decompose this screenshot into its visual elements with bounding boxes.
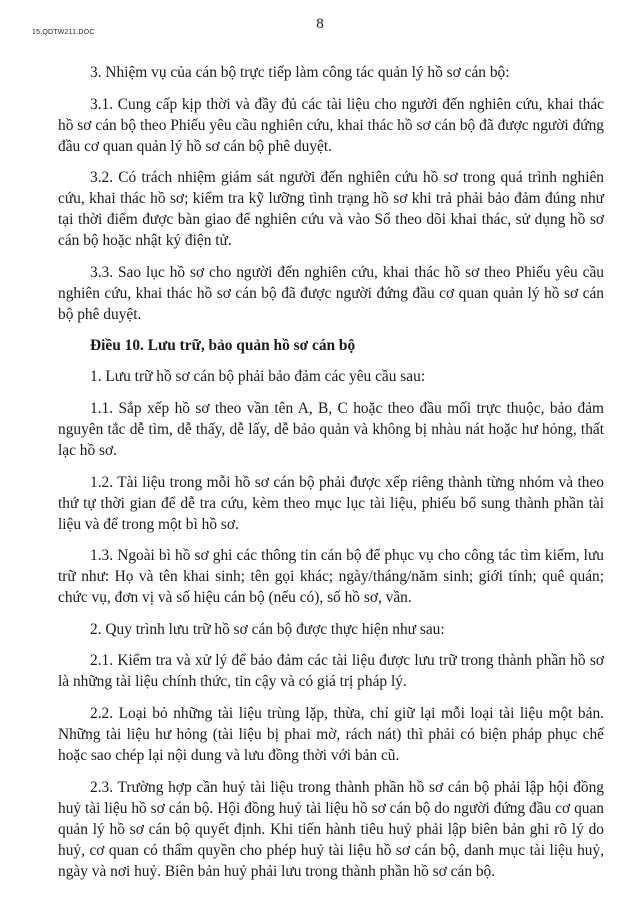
paragraph-1-3: 1.3. Ngoài bì hồ sơ ghi các thông tin cán bộ để phục vụ cho công tác tìm kiếm, lưu trữ như: Họ và tên khai sinh; tên gọi khác; ngày/tháng/năm sinh; giới tính; quê quán; chức vụ, đơn vị và số hiệu cán bộ (nếu có), số hồ sơ, vần. [58,547,604,607]
paragraph-1-2: 1.2. Tài liệu trong mỗi hồ sơ cán bộ phải được xếp riêng thành từng nhóm và theo thứ tự thời gian để dễ tra cứu, kèm theo mục lục tài liệu, phiếu bổ sung thành phần tài liệu và để trong một bì hồ sơ. [58,473,604,533]
article-10-heading: Điều 10. Lưu trữ, bảo quản hồ sơ cán bộ [90,337,356,355]
paragraph-2-1: 2.1. Kiểm tra và xử lý để bảo đảm các tài liệu được lưu trữ trong thành phần hồ sơ là những tài liệu chính thức, tin cậy và có giá trị pháp lý. [58,652,604,691]
paragraph-2-procedure: 2. Quy trình lưu trữ hồ sơ cán bộ được thực hiện như sau: [90,620,445,638]
paragraph-3-duties: 3. Nhiệm vụ của cán bộ trực tiếp làm công tác quản lý hồ sơ cán bộ: [90,64,510,81]
paragraph-2-2: 2.2. Loại bỏ những tài liệu trùng lặp, thừa, chỉ giữ lại mỗi loại tài liệu một bản. Những tài liệu hư hỏng (tài liệu bị phai mờ, rách nát) thì phải có biện pháp phục chế hoặc sao chép lại nội dung và lưu đồng thời với bản cũ. [58,704,604,764]
paragraph-3-3: 3.3. Sao lục hồ sơ cho người đến nghiên cứu, khai thác hồ sơ theo Phiếu yêu cầu nghiên cứu, khai thác hồ sơ cán bộ đã được người đứng đầu cơ quan quản lý hồ sơ cán bộ phê duyệt. [58,263,604,323]
paragraph-1-1: 1.1. Sắp xếp hồ sơ theo vần tên A, B, C hoặc theo đầu mối trực thuộc, bảo đảm nguyên tắc dễ tìm, dễ thấy, dễ lấy, dễ bảo quản và không bị nhàu nát hoặc hư hỏng, thất lạc hồ sơ. [58,399,604,459]
paragraph-1-requirements: 1. Lưu trữ hồ sơ cán bộ phải bảo đảm các yêu cầu sau: [90,368,426,386]
file-id: 15.QDTW211.DOC [32,29,95,36]
page-number: 8 [316,16,324,32]
paragraph-2-3: 2.3. Trường hợp cần huỷ tài liệu trong thành phần hồ sơ cán bộ phải lập hội đồng huỷ tài liệu hồ sơ cán bộ. Hội đồng huỷ tài liệu hồ sơ cán bộ do người đứng đầu cơ quan quản lý hồ sơ cán bộ quyết định. Khi tiến hành tiêu huỷ phải lập biên bản ghi rõ lý do huỷ, cơ quan có thẩm quyền cho phép huỷ tài liệu hồ sơ cán bộ, danh mục tài liệu huỷ, ngày và nơi huỷ. Biên bản huỷ phải lưu trong thành phần hồ sơ cán bộ. [58,778,604,880]
document-body [58,62,604,892]
paragraph-3-2: 3.2. Có trách nhiệm giám sát người đến nghiên cứu hồ sơ trong quá trình nghiên cứu, khai thác hồ sơ; kiểm tra kỹ lưỡng tình trạng hồ sơ khi trả phải bảo đảm đúng như tại thời điểm được bàn giao để nghiên cứu và vào Sổ theo dõi khai thác, sử dụng hồ sơ cán bộ hoặc nhật ký điện tử. [58,169,604,250]
paragraph-3-1: 3.1. Cung cấp kịp thời và đầy đủ các tài liệu cho người đến nghiên cứu, khai thác hồ sơ cán bộ theo Phiếu yêu cầu nghiên cứu, khai thác hồ sơ cán bộ đã được người đứng đầu cơ quan quản lý hồ sơ cán bộ phê duyệt. [58,95,604,155]
